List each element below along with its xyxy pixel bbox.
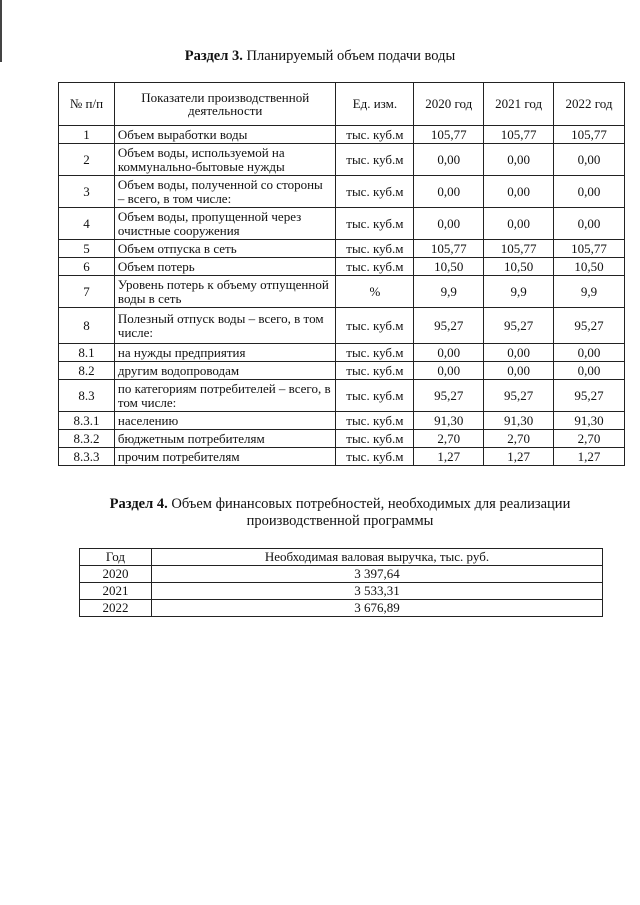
cell-year: 2021 (80, 583, 152, 600)
cell-value-2020: 0,00 (414, 176, 484, 208)
cell-indicator: Объем выработки воды (114, 126, 336, 144)
table-row (59, 258, 625, 276)
header-year: Год (80, 549, 152, 566)
cell-value-2022: 0,00 (554, 344, 625, 362)
table-row (59, 430, 625, 448)
table-row (59, 144, 625, 176)
section-3-title-text: Планируемый объем подачи воды (242, 48, 456, 64)
cell-indicator: Объем отпуска в сеть (114, 240, 336, 258)
cell-value-2021: 105,77 (484, 240, 554, 258)
table-row (59, 176, 625, 208)
cell-value-2020: 0,00 (414, 144, 484, 176)
cell-number: 8.3.1 (59, 412, 115, 430)
cell-value-2021: 105,77 (484, 126, 554, 144)
table-header-row (59, 83, 625, 126)
cell-number: 2 (59, 144, 115, 176)
cell-indicator: бюджетным потребителям (114, 430, 336, 448)
cell-indicator: Объем воды, используемой на коммунально-бытовые нужды (114, 144, 336, 176)
table-row (59, 362, 625, 380)
cell-number: 3 (59, 176, 115, 208)
cell-unit: тыс. куб.м (336, 308, 414, 344)
cell-number: 1 (59, 126, 115, 144)
cell-value-2022: 105,77 (554, 240, 625, 258)
table-row (59, 240, 625, 258)
cell-unit: тыс. куб.м (336, 208, 414, 240)
cell-value-2021: 95,27 (484, 380, 554, 412)
cell-value-2022: 105,77 (554, 126, 625, 144)
cell-value-2022: 0,00 (554, 176, 625, 208)
cell-value-2020: 10,50 (414, 258, 484, 276)
cell-indicator: по категориям потребителей – всего, в том числе: (114, 380, 336, 412)
cell-indicator: другим водопроводам (114, 362, 336, 380)
cell-revenue: 3 533,31 (151, 583, 602, 600)
cell-value-2021: 0,00 (484, 208, 554, 240)
cell-number: 8.3.3 (59, 448, 115, 466)
cell-number: 8.1 (59, 344, 115, 362)
cell-unit: тыс. куб.м (336, 126, 414, 144)
cell-indicator: Полезный отпуск воды – всего, в том числе: (114, 308, 336, 344)
cell-indicator: Объем воды, полученной со стороны – всего, в том числе: (114, 176, 336, 208)
table-row (59, 126, 625, 144)
header-2021: 2021 год (484, 83, 554, 126)
cell-year: 2022 (80, 600, 152, 617)
cell-number: 8.2 (59, 362, 115, 380)
cell-value-2020: 9,9 (414, 276, 484, 308)
cell-value-2022: 91,30 (554, 412, 625, 430)
cell-value-2020: 105,77 (414, 126, 484, 144)
cell-value-2021: 9,9 (484, 276, 554, 308)
table-row (59, 208, 625, 240)
cell-value-2022: 1,27 (554, 448, 625, 466)
table-row (80, 566, 603, 583)
cell-indicator: Объем потерь (114, 258, 336, 276)
cell-number: 8.3.2 (59, 430, 115, 448)
cell-value-2020: 0,00 (414, 208, 484, 240)
section-4-label: Раздел 4. (109, 496, 168, 512)
cell-unit: тыс. куб.м (336, 362, 414, 380)
header-2022: 2022 год (554, 83, 625, 126)
cell-value-2022: 95,27 (554, 380, 625, 412)
section-4-title-text: Объем финансовых потребностей, необходимых для реализации производственной программы (167, 496, 571, 529)
section-3-label: Раздел 3. (184, 48, 243, 64)
cell-year: 2020 (80, 566, 152, 583)
section-3-title (0, 48, 640, 65)
cell-value-2022: 2,70 (554, 430, 625, 448)
cell-value-2021: 91,30 (484, 412, 554, 430)
cell-indicator: прочим потребителям (114, 448, 336, 466)
cell-value-2021: 0,00 (484, 176, 554, 208)
header-revenue: Необходимая валовая выручка, тыс. руб. (151, 549, 602, 566)
table-row (59, 448, 625, 466)
cell-unit: тыс. куб.м (336, 258, 414, 276)
cell-value-2021: 0,00 (484, 344, 554, 362)
header-number: № п/п (59, 83, 115, 126)
cell-value-2020: 1,27 (414, 448, 484, 466)
cell-unit: тыс. куб.м (336, 240, 414, 258)
cell-number: 4 (59, 208, 115, 240)
cell-value-2020: 0,00 (414, 362, 484, 380)
cell-indicator: Уровень потерь к объему отпущенной воды в сеть (114, 276, 336, 308)
cell-value-2020: 91,30 (414, 412, 484, 430)
table-row (59, 308, 625, 344)
cell-value-2020: 0,00 (414, 344, 484, 362)
cell-revenue: 3 397,64 (151, 566, 602, 583)
cell-value-2020: 95,27 (414, 308, 484, 344)
cell-value-2021: 2,70 (484, 430, 554, 448)
cell-number: 8.3 (59, 380, 115, 412)
cell-number: 6 (59, 258, 115, 276)
cell-value-2022: 10,50 (554, 258, 625, 276)
cell-number: 8 (59, 308, 115, 344)
section-4-title (90, 496, 590, 530)
cell-unit: тыс. куб.м (336, 344, 414, 362)
cell-value-2021: 10,50 (484, 258, 554, 276)
cell-value-2022: 0,00 (554, 208, 625, 240)
cell-value-2020: 105,77 (414, 240, 484, 258)
cell-unit: тыс. куб.м (336, 430, 414, 448)
cell-number: 7 (59, 276, 115, 308)
cell-value-2020: 2,70 (414, 430, 484, 448)
table-row (80, 583, 603, 600)
water-supply-table (58, 82, 625, 466)
cell-number: 5 (59, 240, 115, 258)
cell-value-2022: 0,00 (554, 362, 625, 380)
table-row (59, 412, 625, 430)
cell-indicator: Объем воды, пропущенной через очистные сооружения (114, 208, 336, 240)
cell-unit: тыс. куб.м (336, 448, 414, 466)
table-header-row (80, 549, 603, 566)
cell-value-2021: 95,27 (484, 308, 554, 344)
cell-unit: тыс. куб.м (336, 380, 414, 412)
header-2020: 2020 год (414, 83, 484, 126)
cell-unit: тыс. куб.м (336, 176, 414, 208)
cell-unit: тыс. куб.м (336, 144, 414, 176)
cell-value-2022: 9,9 (554, 276, 625, 308)
cell-unit: тыс. куб.м (336, 412, 414, 430)
cell-indicator: населению (114, 412, 336, 430)
table-row (80, 600, 603, 617)
cell-value-2022: 0,00 (554, 144, 625, 176)
cell-value-2021: 0,00 (484, 362, 554, 380)
cell-unit: % (336, 276, 414, 308)
table-row (59, 380, 625, 412)
financial-needs-table (79, 548, 603, 617)
cell-value-2020: 95,27 (414, 380, 484, 412)
table-row (59, 276, 625, 308)
cell-value-2021: 1,27 (484, 448, 554, 466)
header-indicator: Показатели производственной деятельности (114, 83, 336, 126)
cell-indicator: на нужды предприятия (114, 344, 336, 362)
cell-value-2021: 0,00 (484, 144, 554, 176)
table-row (59, 344, 625, 362)
cell-value-2022: 95,27 (554, 308, 625, 344)
header-unit: Ед. изм. (336, 83, 414, 126)
cell-revenue: 3 676,89 (151, 600, 602, 617)
